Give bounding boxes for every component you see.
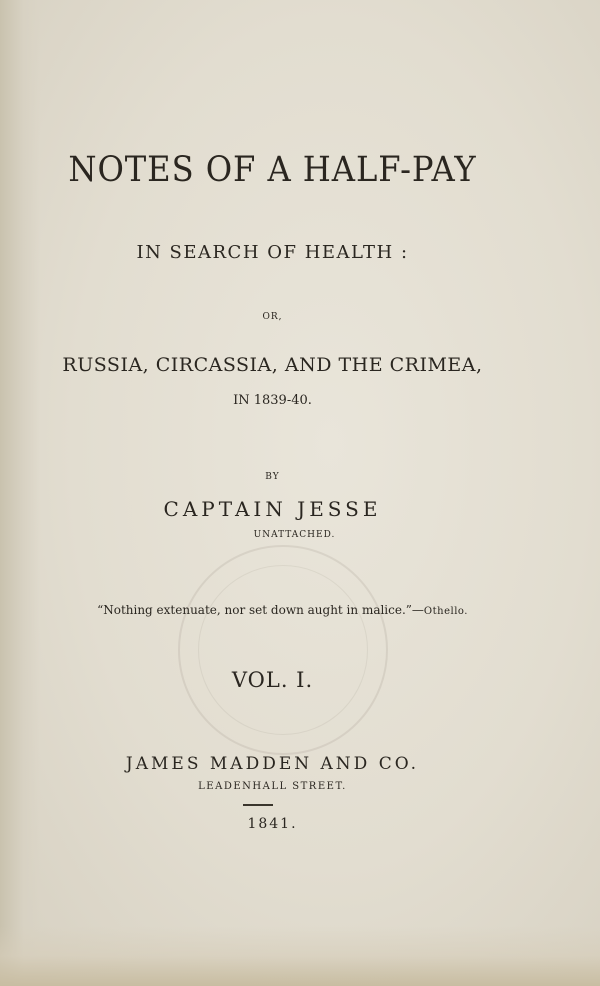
by-line: BY: [265, 472, 280, 482]
page-gutter-shadow: [0, 0, 40, 986]
years-line: IN 1839-40.: [233, 393, 312, 408]
author-note: UNATTACHED.: [253, 530, 336, 540]
volume-number: VOL. I.: [231, 668, 314, 692]
author-name: CAPTAIN JESSE: [163, 497, 382, 521]
library-stamp-faint: [178, 545, 388, 755]
library-stamp-inner-ring: [198, 565, 368, 735]
epigraph-source: Othello.: [423, 606, 468, 617]
book-title: NOTES OF A HALF-PAY: [68, 150, 477, 190]
epigraph-text: “Nothing extenuate, nor set down aught in malice.”—: [97, 603, 424, 617]
divider-rule: [243, 804, 273, 806]
conjunction-or: OR,: [262, 312, 283, 322]
alternate-title: RUSSIA, CIRCASSIA, AND THE CRIMEA,: [62, 354, 483, 376]
page-bottom-edge: [0, 926, 600, 986]
book-subtitle: IN SEARCH OF HEALTH :: [136, 242, 409, 263]
publisher-address: LEADENHALL STREET.: [198, 781, 347, 792]
epigraph: [10, 603, 555, 617]
publisher-name: JAMES MADDEN AND CO.: [125, 754, 420, 774]
publication-year: 1841.: [247, 816, 298, 832]
